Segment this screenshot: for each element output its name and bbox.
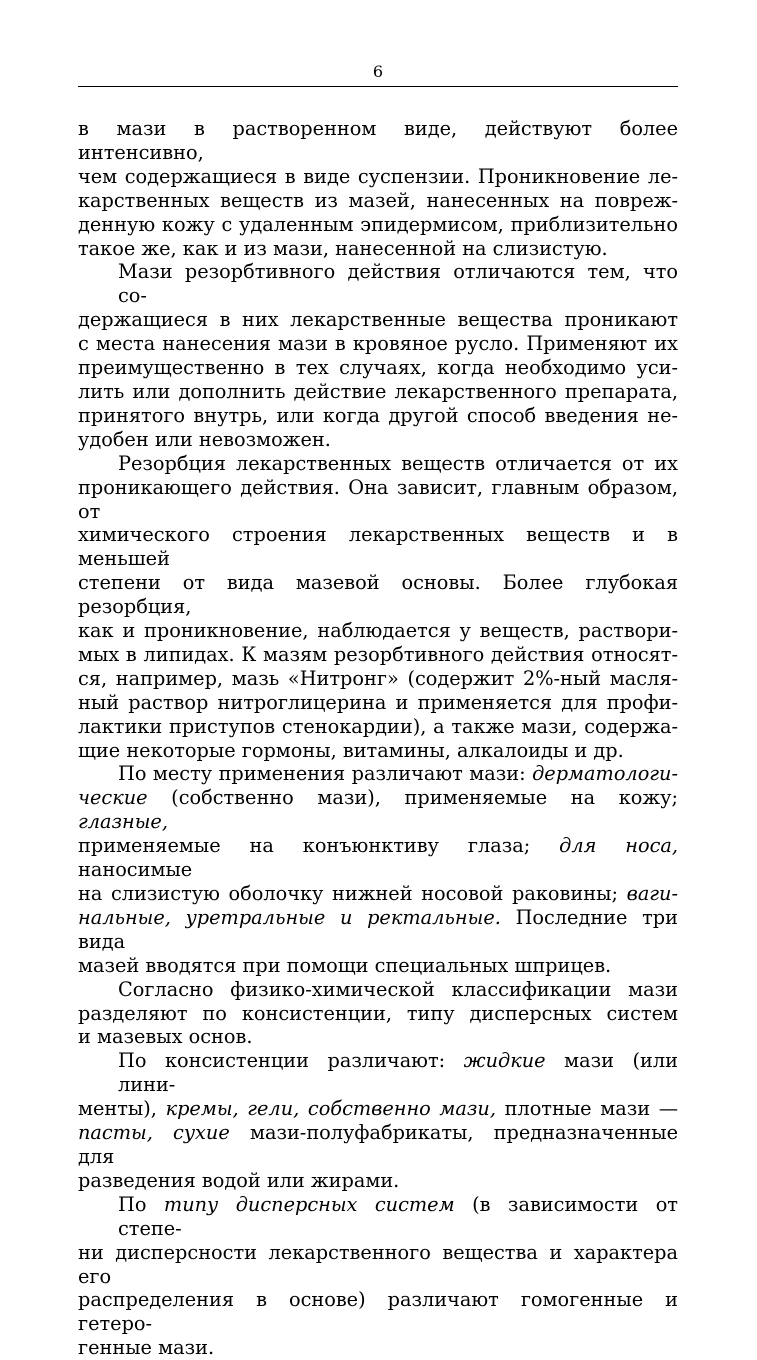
italic-term: дерматологи- [532, 762, 678, 786]
text-line: проникающего действия. Она зависит, главным образом, от [78, 475, 678, 523]
text-line: и мазевых основ. [78, 1025, 253, 1049]
italic-term: ческие [78, 786, 148, 810]
text-line: лить или дополнить действие лекарственного препарата, [78, 379, 678, 403]
text-line: с места нанесения мази в кровяное русло. Применяют их [78, 332, 678, 356]
text-line: нальные, уретральные и ректальные. Последние три вида [78, 905, 678, 953]
italic-term: кремы, гели, собственно мази, [165, 1097, 496, 1121]
text-line: По консистенции различают: жидкие мази (или лини- [118, 1049, 678, 1097]
paragraph [78, 260, 678, 451]
text-line: степени от вида мазевой основы. Более глубокая резорбция, [78, 571, 678, 619]
text-line: в мази в растворенном виде, действуют более интенсивно, [78, 117, 678, 164]
italic-term: типу дисперсных систем [163, 1192, 455, 1216]
paragraph [78, 117, 678, 260]
paragraph [78, 1193, 678, 1360]
text-line: генные мази. [78, 1336, 215, 1360]
text-line: разделяют по консистенции, типу дисперсных систем [78, 1001, 678, 1025]
text-line: как и проникновение, наблюдается у веществ, раствори- [78, 619, 678, 643]
text-line: химического строения лекарственных веществ и в меньшей [78, 523, 678, 571]
italic-term: нальные, уретральные и ректальные. [78, 905, 501, 929]
text-line: применяемые на конъюнктиву глаза; для носа, наносимые [78, 834, 679, 882]
text-line: такое же, как и из мази, нанесенной на слизистую. [78, 236, 608, 260]
text-line: ся, например, мазь «Нитронг» (содержит 2%-ный масля- [78, 666, 678, 690]
italic-term: ваги- [626, 882, 678, 905]
text-line: на слизистую оболочку нижней носовой раковины; ваги- [78, 882, 678, 905]
text-line: ческие (собственно мази), применяемые на кожу; глазные, [78, 786, 678, 834]
text-line: По месту применения различают мази: дерматологи- [118, 762, 678, 786]
text-line: мазей вводятся при помощи специальных шприцев. [78, 953, 612, 977]
italic-term: жидкие [463, 1049, 546, 1073]
text-line: распределения в основе) различают гомогенные и гетеро- [78, 1288, 678, 1336]
body-text [78, 117, 678, 1360]
text-line: Согласно физико-химической классификации мази [118, 977, 678, 1001]
paragraph [78, 978, 678, 1050]
text-line: Резорбция лекарственных веществ отличается от их [118, 451, 678, 475]
header-rule [78, 86, 678, 87]
text-line: ни дисперсности лекарственного вещества и характера его [78, 1240, 678, 1288]
paragraph [78, 452, 678, 763]
text-line: менты), кремы, гели, собственно мази, плотные мази — [78, 1097, 678, 1121]
paragraph [78, 762, 678, 977]
text-line: лактики приступов стенокардии), а также мази, содержа- [78, 714, 678, 738]
text-line: чем содержащиеся в виде суспензии. Проникновение ле- [78, 164, 678, 188]
text-line: Мази резорбтивного действия отличаются тем, что со- [118, 260, 678, 308]
text-line: По типу дисперсных систем (в зависимости от степе- [118, 1192, 678, 1240]
italic-term: для носа, [559, 834, 679, 858]
text-line: удобен или невозможен. [78, 427, 331, 451]
text-line: мых в липидах. К мазям резорбтивного действия относят- [78, 642, 678, 666]
text-line: принятого внутрь, или когда другой способ введения не- [78, 403, 678, 427]
page-number: 6 [372, 62, 384, 81]
italic-term: пасты, сухие [78, 1121, 230, 1145]
text-line: держащиеся в них лекарственные вещества проникают [78, 308, 678, 332]
text-line: ный раствор нитроглицерина и применяется для профи- [78, 690, 678, 714]
text-line: денную кожу с удаленным эпидермисом, приблизительно [78, 212, 678, 236]
text-line: щие некоторые гормоны, витамины, алкалоиды и др. [78, 738, 624, 762]
italic-term: глазные, [78, 810, 168, 834]
text-line: пасты, сухие мази-полуфабрикаты, предназначенные для [78, 1121, 678, 1168]
paragraph [78, 1049, 678, 1192]
text-line: преимущественно в тех случаях, когда необходимо уси- [78, 356, 678, 380]
text-line: разведения водой или жирами. [78, 1168, 400, 1192]
text-line: карственных веществ из мазей, нанесенных на повреж- [78, 188, 678, 212]
